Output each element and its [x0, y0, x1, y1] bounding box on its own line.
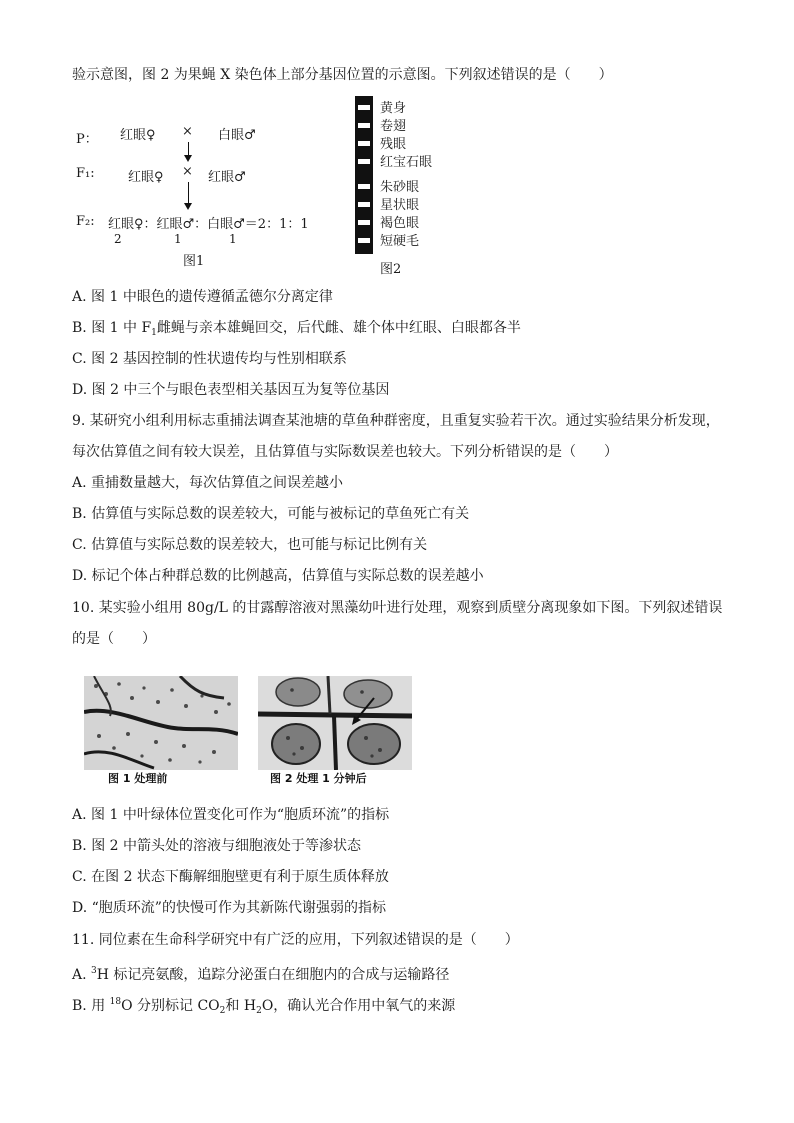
q11-option-a: A. $^3$H 标记亮氨酸，追踪分泌蛋白在细胞内的合成与运输路径: [72, 966, 450, 983]
chromosome-band: [358, 105, 370, 110]
gene-label: 红宝石眼: [380, 155, 433, 170]
q10-option-d: D. “胞质环流”的快慢可作为其新陈代谢强弱的指标: [72, 900, 386, 916]
q11-option-b: B. 用 $^{18}$O 分别标记 $CO_2$和 $H_2O$，确认光合作用中氧气的来源: [72, 997, 456, 1016]
q9-stem-line-2: 每次估算值之间有较大误差，且估算值与实际数误差也较大。下列分析错误的是（ ）: [72, 444, 618, 460]
q9-option-a: A. 重捕数量越大，每次估算值之间误差越小: [72, 475, 344, 491]
micrograph-1-caption: 图 1 处理前: [108, 772, 168, 785]
gene-label: 朱砂眼: [380, 180, 420, 195]
f2-label: F₂:: [76, 214, 95, 229]
gene-label: 黄身: [380, 101, 407, 116]
f2-count-3: 1: [229, 232, 237, 246]
f1-male: 红眼♂: [208, 170, 246, 185]
arrow-down-icon: [188, 142, 189, 160]
q10-stem-line-2: 的是（ ）: [72, 631, 156, 647]
cross-symbol-f1: ×: [182, 164, 193, 179]
q9-option-d: D. 标记个体占种群总数的比例越高，估算值与实际总数的误差越小: [72, 568, 484, 584]
chromosome-band: [358, 123, 370, 128]
q10-option-c: C. 在图 2 状态下酶解细胞壁更有利于原生质体释放: [72, 869, 389, 885]
gene-label: 褐色眼: [380, 216, 420, 231]
figure-1-caption: 图1: [183, 254, 205, 269]
q8-option-a: A. 图 1 中眼色的遗传遵循孟德尔分离定律: [72, 289, 333, 305]
f2-count-2: 1: [174, 232, 182, 246]
q10-stem-line-1: 10. 某实验小组用 80g/L 的甘露醇溶液对黑藻幼叶进行处理，观察到质壁分离现象如下图。下列叙述错误: [72, 600, 723, 616]
gene-label: 卷翅: [380, 119, 407, 134]
f1-label: F₁:: [76, 166, 95, 181]
intro-text: 验示意图，图 2 为果蝇 X 染色体上部分基因位置的示意图。下列叙述错误的是（ ）: [72, 67, 613, 83]
chromosome-band: [358, 141, 370, 146]
q10-option-a: A. 图 1 中叶绿体位置变化可作为“胞质环流”的指标: [72, 807, 390, 823]
arrow-down-icon: [188, 182, 189, 208]
x-chromosome: [355, 96, 373, 254]
chromosome-band: [358, 220, 370, 225]
q10-option-b: B. 图 2 中箭头处的溶液与细胞液处于等渗状态: [72, 838, 361, 854]
q9-option-c: C. 估算值与实际总数的误差较大，也可能与标记比例有关: [72, 537, 428, 553]
q11-stem: 11. 同位素在生命科学研究中有广泛的应用，下列叙述错误的是（ ）: [72, 932, 519, 948]
q9-option-b: B. 估算值与实际总数的误差较大，可能与被标记的草鱼死亡有关: [72, 506, 470, 522]
f2-count-1: 2: [114, 232, 122, 246]
gene-label: 星状眼: [380, 198, 420, 213]
micrograph-before-treatment: [84, 676, 238, 770]
q9-stem-line-1: 9. 某研究小组利用标志重捕法调查某池塘的草鱼种群密度，且重复实验若干次。通过实验结果分析发现，: [72, 413, 720, 429]
chromosome-band: [358, 202, 370, 207]
p-male: 白眼♂: [218, 128, 256, 143]
chromosome-band: [358, 159, 370, 164]
chromosome-band: [358, 238, 370, 243]
micrograph-after-treatment: [258, 676, 412, 770]
gene-label: 短硬毛: [380, 234, 420, 249]
micrograph-2-caption: 图 2 处理 1 分钟后: [270, 772, 367, 785]
chromosome-band: [358, 184, 370, 189]
q8-option-d: D. 图 2 中三个与眼色表型相关基因互为复等位基因: [72, 382, 390, 398]
gene-label: 残眼: [380, 137, 407, 152]
f2-ratio: 红眼♀：红眼♂：白眼♂＝2：1：1: [108, 217, 309, 232]
p-label: P：: [76, 132, 98, 147]
q8-option-c: C. 图 2 基因控制的性状遗传均与性别相联系: [72, 351, 347, 367]
p-female: 红眼♀: [120, 128, 156, 143]
q8-option-b: B. 图 1 中 $F_1$雌蝇与亲本雄蝇回交，后代雌、雄个体中红眼、白眼都各半: [72, 320, 521, 338]
figure-2-caption: 图2: [380, 262, 402, 277]
f1-female: 红眼♀: [128, 170, 164, 185]
cross-symbol: ×: [182, 124, 193, 139]
